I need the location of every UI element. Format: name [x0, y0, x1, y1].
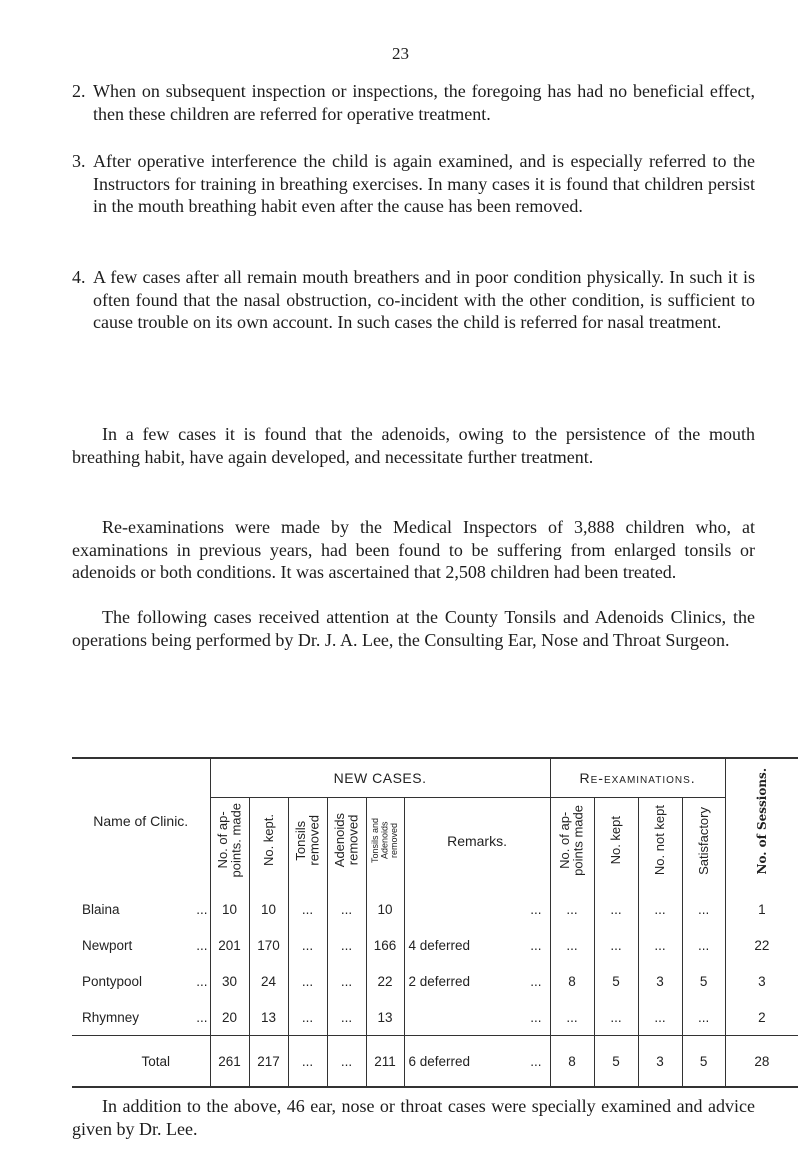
adenoids-value: ...	[327, 963, 366, 999]
re-kept-value: ...	[594, 883, 638, 927]
total-both: 211	[366, 1036, 404, 1088]
appointments-value: 30	[210, 963, 249, 999]
total-row	[72, 1036, 798, 1088]
adenoids-header: Adenoids removed	[331, 813, 361, 868]
re-kept-value: ...	[594, 927, 638, 963]
total-re-appointments: 8	[550, 1036, 594, 1088]
sessions-value: 2	[725, 999, 798, 1036]
item-number: 4.	[72, 267, 86, 287]
remarks-value: ...	[404, 999, 550, 1036]
kept-value: 170	[249, 927, 288, 963]
satisfactory-value: ...	[682, 999, 725, 1036]
satisfactory-header: Satisfactory	[695, 806, 711, 875]
item-text: When on subsequent inspection or inspections, the foregoing has had no beneficial effect, then these children are referred for operative treatment.	[93, 81, 755, 124]
new-cases-header: NEW CASES.	[210, 758, 550, 798]
sessions-header-cell	[725, 758, 798, 883]
item-number: 2.	[72, 81, 86, 101]
item-text: A few cases after all remain mouth breathers and in poor condition physically. In such it is often found that the nasal obstruction, co-incident with the other condition, is sufficient to cause trouble on its own account. In such cases the child is referred for nasal treatment.	[93, 267, 755, 332]
re-kept-cell	[594, 798, 638, 884]
remarks-value: 2 deferred ...	[404, 963, 550, 999]
kept-value: 24	[249, 963, 288, 999]
re-not-kept-value: ...	[638, 927, 682, 963]
re-kept-header: No. kept	[608, 816, 624, 865]
clinic-name: Newport ...	[72, 927, 210, 963]
kept-value: 13	[249, 999, 288, 1036]
both-value: 166	[366, 927, 404, 963]
re-appointments-value: 8	[550, 963, 594, 999]
clinic-table	[72, 757, 798, 1088]
both-cell	[366, 798, 404, 884]
satisfactory-cell	[682, 798, 725, 884]
tonsils-value: ...	[288, 927, 327, 963]
closing-paragraph: In addition to the above, 46 ear, nose or throat cases were specially examined and advice given by Dr. Lee.	[72, 1096, 755, 1139]
adenoids-cell	[327, 798, 366, 884]
kept-value: 10	[249, 883, 288, 927]
re-kept-value: 5	[594, 963, 638, 999]
appointments-value: 20	[210, 999, 249, 1036]
sessions-value: 22	[725, 927, 798, 963]
tonsils-value: ...	[288, 963, 327, 999]
sessions-value: 1	[725, 883, 798, 927]
total-satisfactory: 5	[682, 1036, 725, 1088]
tonsils-value: ...	[288, 999, 327, 1036]
re-appointments-cell	[550, 798, 594, 884]
table-row	[72, 999, 798, 1036]
total-re-kept: 5	[594, 1036, 638, 1088]
tonsils-cell	[288, 798, 327, 884]
re-not-kept-header: No. not kept	[652, 805, 668, 876]
re-not-kept-cell	[638, 798, 682, 884]
total-appointments: 261	[210, 1036, 249, 1088]
total-tonsils: ...	[288, 1036, 327, 1088]
satisfactory-value: ...	[682, 927, 725, 963]
both-value: 10	[366, 883, 404, 927]
remarks-value: 4 deferred ...	[404, 927, 550, 963]
satisfactory-value: ...	[682, 883, 725, 927]
re-kept-value: ...	[594, 999, 638, 1036]
item-number: 3.	[72, 151, 86, 171]
table-row	[72, 963, 798, 999]
paragraph-reexaminations: Re-examinations were made by the Medical Inspectors of 3,888 children who, at examinations in previous years, had been found to be suffering from enlarged tonsils or adenoids or both conditions. It was ascertained that 2,508 children had been treated.	[72, 517, 755, 582]
clinic-name: Blaina ...	[72, 883, 210, 927]
paragraph-clinics: The following cases received attention at the County Tonsils and Adenoids Clinics, the operations being performed by Dr. J. A. Lee, the Consulting Ear, Nose and Throat Surgeon.	[72, 607, 755, 650]
tonsils-adenoids-header: Tonsils and Adenoids removed	[369, 817, 399, 864]
adenoids-value: ...	[327, 927, 366, 963]
sessions-value: 3	[725, 963, 798, 999]
total-remarks: 6 deferred ...	[404, 1036, 550, 1088]
paragraph-4	[72, 266, 755, 334]
re-appointments-value: ...	[550, 999, 594, 1036]
total-label: Total	[72, 1036, 210, 1088]
both-value: 22	[366, 963, 404, 999]
table-row	[72, 927, 798, 963]
clinic-name-header: Name of Clinic.	[72, 758, 210, 883]
table-row	[72, 883, 798, 927]
new-appointments-header: No. of ap- points. made	[214, 803, 244, 878]
total-sessions: 28	[725, 1036, 798, 1088]
paragraph-2	[72, 80, 755, 125]
clinic-name: Rhymney ...	[72, 999, 210, 1036]
remarks-value: ...	[404, 883, 550, 927]
adenoids-value: ...	[327, 883, 366, 927]
new-kept-header: No. kept.	[260, 814, 276, 867]
remarks-header: Remarks.	[404, 798, 550, 884]
reexaminations-header: Re-examinations.	[550, 758, 725, 798]
total-re-not-kept: 3	[638, 1036, 682, 1088]
appointments-value: 201	[210, 927, 249, 963]
total-adenoids: ...	[327, 1036, 366, 1088]
re-not-kept-value: ...	[638, 999, 682, 1036]
appointments-value: 10	[210, 883, 249, 927]
new-kept-cell	[249, 798, 288, 884]
sessions-header: No. of Sessions.	[754, 767, 769, 875]
tonsils-value: ...	[288, 883, 327, 927]
tonsils-header: Tonsils removed	[292, 815, 322, 866]
clinic-name: Pontypool ...	[72, 963, 210, 999]
paragraph-3	[72, 150, 755, 218]
re-not-kept-value: ...	[638, 883, 682, 927]
both-value: 13	[366, 999, 404, 1036]
paragraph-adenoids: In a few cases it is found that the adenoids, owing to the persistence of the mouth breathing habit, have again developed, and necessitate further treatment.	[72, 424, 755, 467]
re-appointments-value: ...	[550, 883, 594, 927]
page-number: 23	[392, 44, 409, 63]
re-appointments-value: ...	[550, 927, 594, 963]
re-appointments-header: No. of ap- points made	[557, 805, 587, 876]
satisfactory-value: 5	[682, 963, 725, 999]
new-appointments-cell	[210, 798, 249, 884]
adenoids-value: ...	[327, 999, 366, 1036]
item-text: After operative interference the child is again examined, and is especially referred to the Instructors for training in breathing exercises. In many cases it is found that children persist in the mouth breathing habit even after the cause has been removed.	[93, 151, 755, 216]
total-kept: 217	[249, 1036, 288, 1088]
re-not-kept-value: 3	[638, 963, 682, 999]
